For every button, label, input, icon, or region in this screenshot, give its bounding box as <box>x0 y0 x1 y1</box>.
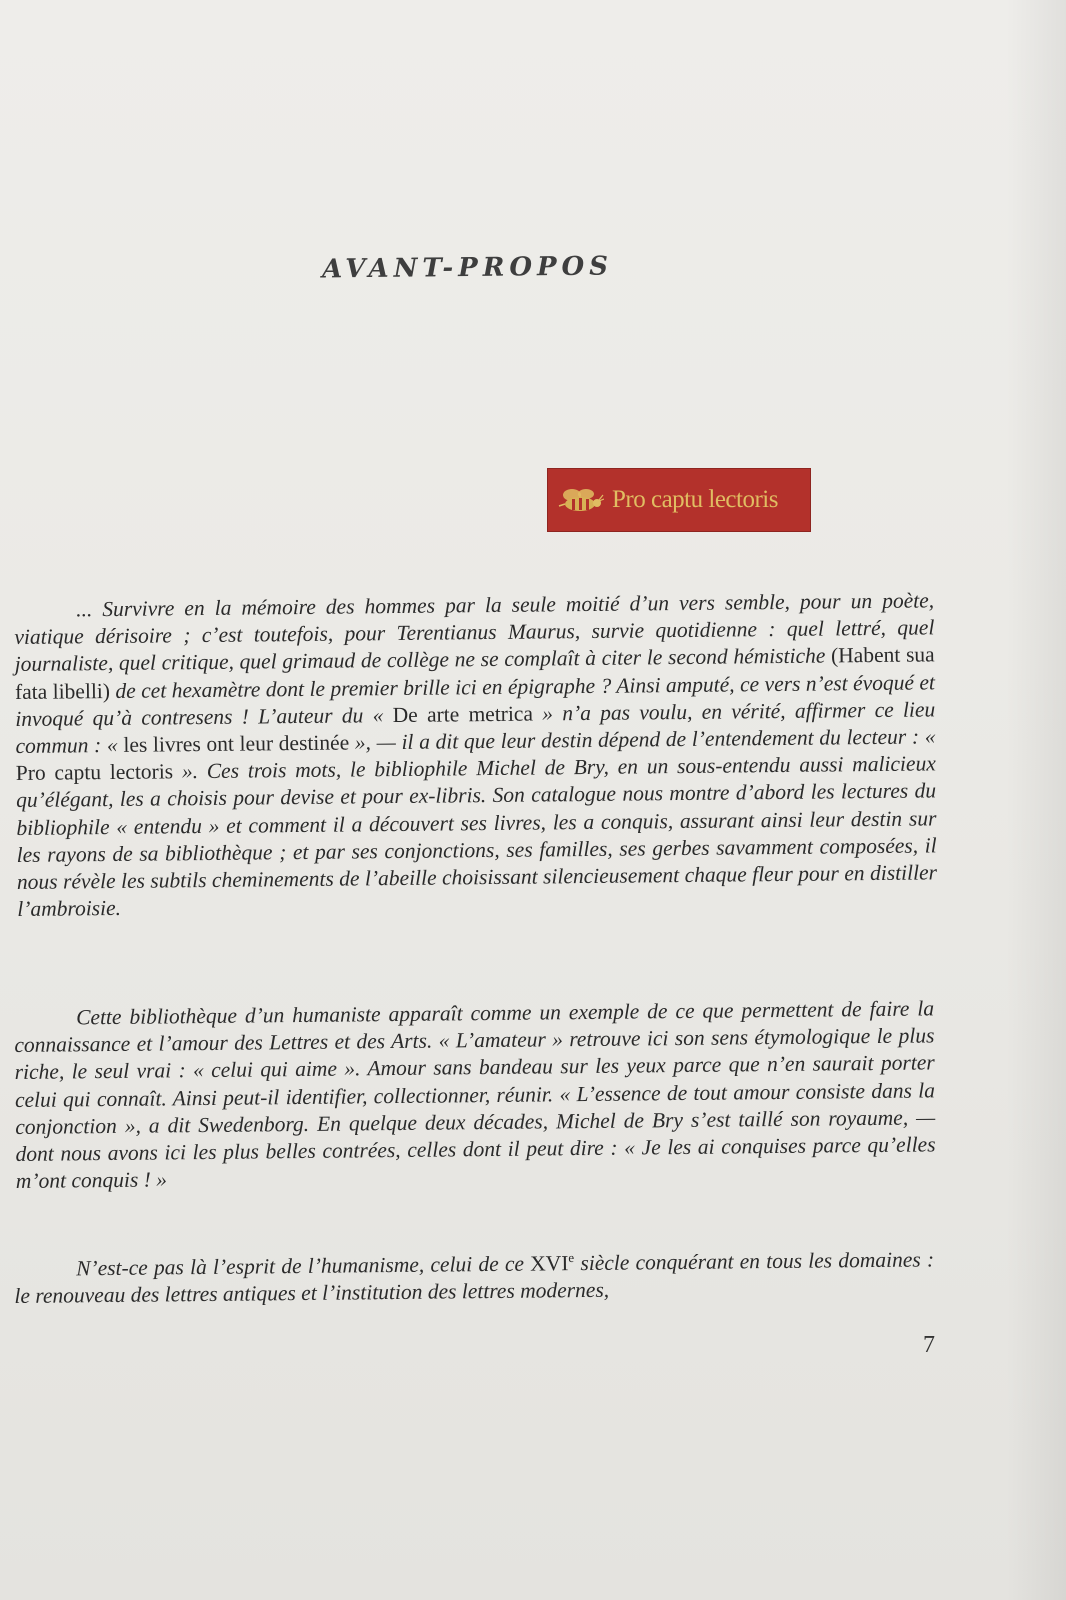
page-title: AVANT-PROPOS <box>321 251 614 285</box>
paragraph-1-text-3: » n’a pas voulu, en vérité, affirmer ce lieu commun : « <box>15 697 936 759</box>
paragraph-3 <box>14 1246 935 1310</box>
paragraph-2 <box>14 995 936 1195</box>
ex-libris-label <box>547 468 811 532</box>
paragraph-3-text-2: siècle conquérant en tous les domaines : le renouveau des lettres antiques et l’institution des lettres modernes, <box>14 1247 935 1309</box>
paragraph-1-text-5: ». Ces trois mots, le bibliophile Michel de Bry, en un sous-entendu aussi malicieux qu’élégant, les a choisis pour devise et pour ex-libris. Son catalogue nous montre d’abord les lectures du bibliophile « entendu » et comment il a découvert ses livres, les a conquis, assurant ainsi leur destin sur les rayons de sa bibliothèque ; et par ses conjonctions, ses familles, ses gerbes savamment composées, il nous révèle les subtils cheminements de l’abeille choisissant silencieusement chaque fleur pour en distiller l’ambroisie. <box>16 751 938 922</box>
paragraph-3-text-1: N’est-ce pas là l’esprit de l’humanisme, celui de ce <box>76 1251 531 1281</box>
paragraph-3-century-sup: e <box>568 1249 575 1266</box>
paragraph-1 <box>14 587 937 923</box>
paragraph-2-text-1: Cette bibliothèque d’un humaniste apparaît comme un exemple de ce que permettent de faire la connaissance et l’amour des Lettres et des Arts. « L’amateur » retrouve ici son sens étymologique le plus riche, le seul vrai : « celui qui aime ». Amour sans bandeau sur les yeux parce que n’en saurait porter celui qui connaît. Ainsi peut-il identifier, collectionner, réunir. « L’essence de tout amour consiste dans la conjonction », a dit Swedenborg. En quelque deux décades, Michel de Bry s’est taillé son royaume, — dont nous avons ici les plus belles contrées, celles dont il peut dire : « Je les ai conquises parce qu’elles m’ont conquis ! » <box>14 996 936 1194</box>
ex-libris-motto: Pro captu lectoris <box>612 486 778 513</box>
paragraph-3-century: XVI <box>530 1251 569 1276</box>
bee-icon <box>558 485 604 515</box>
paragraph-1-text-1: ... Survivre en la mémoire des hommes par la seule moitié d’un vers semble, pour un poète, viatique dérisoire ; c’est toutefois, pour Terentianus Maurus, survie quotidienne : quel lettré, quel journaliste, quel critique, quel grimaud de collège ne se complaît à citer le second hémistiche <box>14 588 935 677</box>
paragraph-1-quote-2: De arte metrica <box>392 701 534 727</box>
paragraph-1-quote-3: les livres ont leur destinée <box>123 730 350 757</box>
paragraph-1-quote-1: (Habent sua fata libelli) <box>14 642 935 704</box>
paragraph-1-text-2: de cet hexamètre dont le premier brille ici en épigraphe ? Ainsi amputé, ce vers n’est évoqué et invoqué qu’à contresens ! L’auteur du « <box>15 669 936 731</box>
paragraph-1-quote-4: Pro captu lectoris <box>15 759 174 786</box>
paragraph-1-text-4: », — il a dit que leur destin dépend de l’entendement du lecteur : « <box>349 724 936 755</box>
page-number: 7 <box>923 1332 935 1358</box>
